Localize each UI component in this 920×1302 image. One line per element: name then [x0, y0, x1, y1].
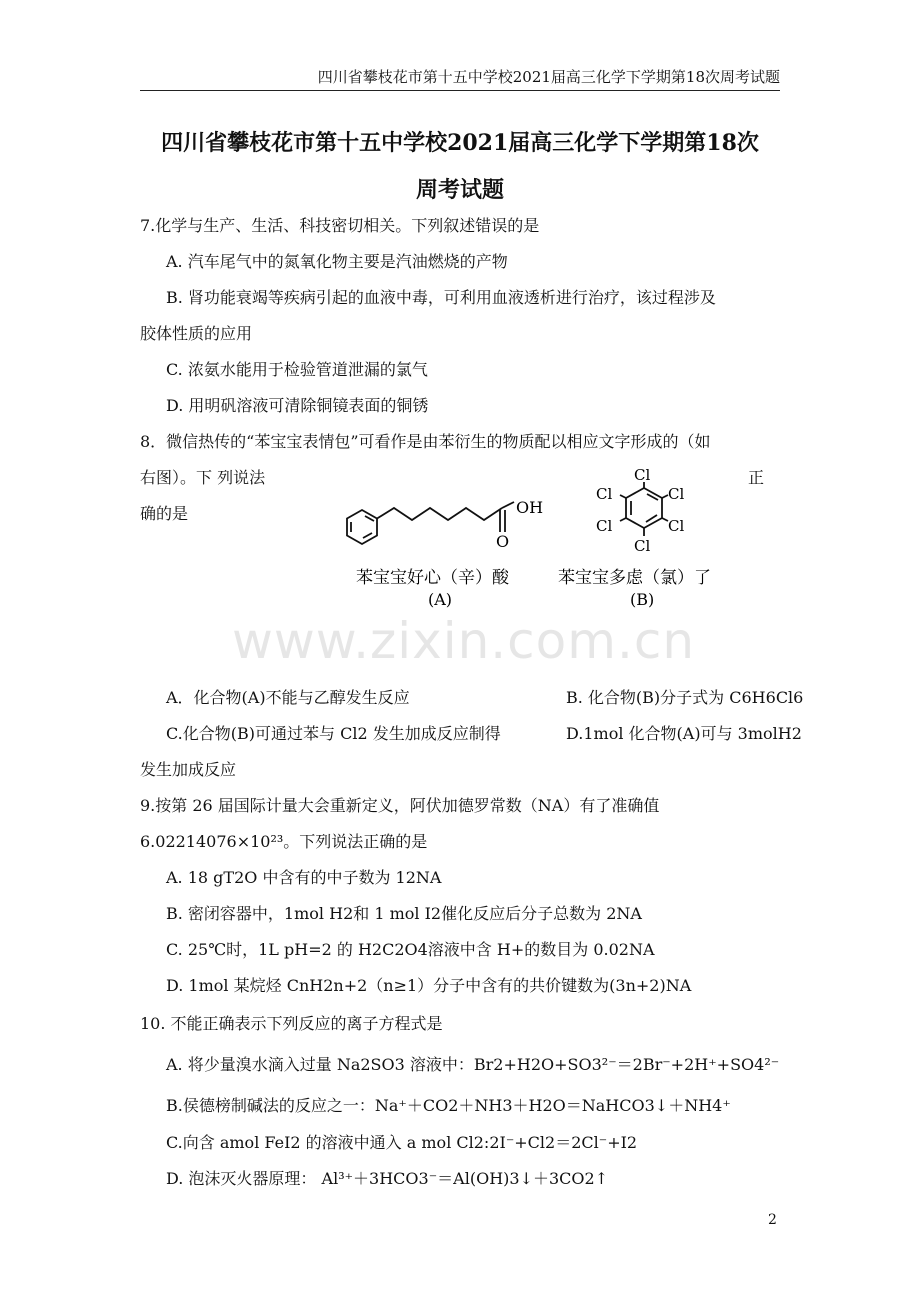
cl-label-lower-left: Cl — [596, 517, 613, 535]
header-rule — [140, 90, 780, 91]
q10-option-a: A. 将少量溴水滴入过量 Na2SO3 溶液中：Br2+H2O+SO3²⁻＝2Br⁻+2H⁺+SO4²⁻ — [166, 1055, 780, 1074]
q9-stem-line1: 9.按第 26 届国际计量大会重新定义，阿伏加德罗常数（NA）有了准确值 — [140, 796, 660, 815]
q10-option-c: C.向含 amol FeI2 的溶液中通入 a mol Cl2:2I⁻+Cl2＝2Cl⁻+I2 — [166, 1133, 638, 1152]
q9-stem-line2: 6.02214076×10²³。下列说法正确的是 — [140, 832, 428, 851]
benzene-ring-a — [347, 510, 377, 544]
q7-option-d: D. 用明矾溶液可清除铜镜表面的铜锈 — [166, 396, 429, 415]
oh-bond — [502, 502, 514, 508]
q10-option-d: D. 泡沫灭火器原理： Al³⁺＋3HCO3⁻＝Al(OH)3↓＋3CO2↑ — [166, 1169, 609, 1188]
q7-option-b: B. 肾功能衰竭等疾病引起的血液中毒，可利用血液透析进行治疗，该过程涉及 — [166, 288, 716, 307]
q8-option-c: C.化合物(B)可通过苯与 Cl2 发生加成反应制得 — [166, 724, 501, 743]
cl-label-bottom: Cl — [634, 537, 651, 555]
page-title-line2: 周考试题 — [415, 177, 504, 203]
o-label: O — [496, 532, 510, 551]
q10-option-b: B.侯德榜制碱法的反应之一：Na⁺＋CO2＋NH3＋H2O＝NaHCO3↓＋NH4⁺ — [166, 1096, 731, 1115]
label-b: (B) — [630, 590, 655, 609]
cl-label-upper-left: Cl — [596, 485, 613, 503]
q10-stem: 10. 不能正确表示下列反应的离子方程式是 — [140, 1014, 443, 1033]
q8-stem-line2-end: 正 — [748, 468, 765, 487]
structures-figure — [318, 462, 738, 612]
cl-label-top: Cl — [634, 466, 651, 484]
q7-option-c: C. 浓氨水能用于检验管道泄漏的氯气 — [166, 360, 428, 379]
page-title-line1: 四川省攀枝花市第十五中学校2021届高三化学下学期第18次 — [161, 130, 759, 156]
q8-option-a: A．化合物(A)不能与乙醇发生反应 — [166, 688, 410, 707]
q7-stem: 7.化学与生产、生活、科技密切相关。下列叙述错误的是 — [140, 216, 540, 235]
page-number: 2 — [768, 1212, 777, 1228]
label-a: (A) — [428, 590, 453, 609]
q8-option-d-cont: 发生加成反应 — [140, 760, 237, 779]
oh-label: OH — [516, 498, 544, 517]
q8-stem-line1: 8．微信热传的“苯宝宝表情包”可看作是由苯衍生的物质配以相应文字形成的（如 — [140, 432, 711, 451]
q8-option-b: B. 化合物(B)分子式为 C6H6Cl6 — [566, 688, 804, 707]
q7-option-b-cont: 胶体性质的应用 — [140, 324, 253, 343]
cl-label-upper-right: Cl — [668, 485, 685, 503]
q9-option-d: D. 1mol 某烷烃 CnH2n+2（n≥1）分子中含有的共价键数为(3n+2)NA — [166, 976, 692, 995]
cl-label-lower-right: Cl — [668, 517, 685, 535]
q9-option-c: C. 25℃时，1L pH=2 的 H2C2O4溶液中含 H+的数目为 0.02NA — [166, 940, 655, 959]
q8-stem-line3: 确的是 — [140, 504, 189, 523]
benzene-ring-b — [620, 482, 668, 536]
q7-option-a: A. 汽车尾气中的氮氧化物主要是汽油燃烧的产物 — [166, 252, 508, 271]
q8-option-d: D.1mol 化合物(A)可与 3molH2 — [566, 724, 802, 743]
watermark: www.zixin.com.cn — [232, 612, 696, 670]
q9-option-a: A. 18 gT2O 中含有的中子数为 12NA — [166, 868, 442, 887]
caption-a: 苯宝宝好心（辛）酸 — [356, 568, 509, 588]
q9-option-b: B. 密闭容器中，1mol H2和 1 mol I2催化反应后分子总数为 2NA — [166, 904, 642, 923]
caption-b: 苯宝宝多虑（氯）了 — [558, 568, 711, 588]
running-header: 四川省攀枝花市第十五中学校2021届高三化学下学期第18次周考试题 — [317, 68, 780, 86]
q8-stem-line2: 右图）。下 列说法 — [140, 468, 266, 487]
carbon-chain — [377, 508, 502, 520]
